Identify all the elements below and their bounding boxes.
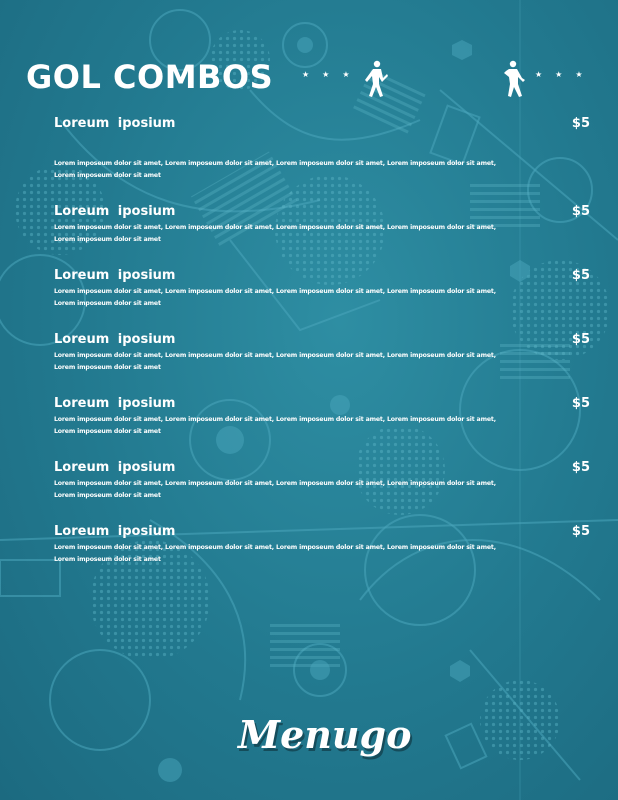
menu-item-name: Loreum iposium — [54, 524, 176, 539]
menu-item-price: $5 — [571, 524, 590, 539]
menu-item-description-line: Lorem imposeum dolor sit amet, Lorem imposeum dolor sit amet, Lorem imposeum dolor sit amet, Lorem imposeum dolor sit amet, — [54, 416, 496, 423]
menu-item-description — [54, 222, 524, 246]
menu-item-name: Loreum iposium — [54, 204, 176, 219]
header-stars-right: ★★★ — [535, 70, 596, 79]
menu-item-description-line: Lorem imposeum dolor sit amet, Lorem imposeum dolor sit amet, Lorem imposeum dolor sit amet, Lorem imposeum dolor sit amet, — [54, 224, 496, 231]
menu-item-description — [54, 286, 524, 310]
menu-item-description — [54, 158, 524, 182]
page-title: GOL COMBOS — [26, 58, 274, 96]
menu-item-description-line: Lorem imposeum dolor sit amet — [54, 364, 161, 371]
menu-item-price: $5 — [571, 460, 590, 475]
menu-item-name: Loreum iposium — [54, 460, 176, 475]
menu-item-price: $5 — [571, 204, 590, 219]
menu-item-name: Loreum iposium — [54, 396, 176, 411]
football-player-silhouette-icon — [364, 60, 388, 98]
menu-item-name: Loreum iposium — [54, 332, 176, 347]
menu-item-description-line: Lorem imposeum dolor sit amet — [54, 300, 161, 307]
menu-item-description — [54, 542, 524, 566]
menu-item-description-line: Lorem imposeum dolor sit amet — [54, 556, 161, 563]
menu-item-name: Loreum iposium — [54, 116, 176, 131]
menu-item-description — [54, 478, 524, 502]
football-player-silhouette-icon — [502, 60, 526, 98]
menu-item-description-line: Lorem imposeum dolor sit amet, Lorem imposeum dolor sit amet, Lorem imposeum dolor sit amet, Lorem imposeum dolor sit amet, — [54, 352, 496, 359]
menu-item-description-line: Lorem imposeum dolor sit amet — [54, 492, 161, 499]
menu-item-description-line: Lorem imposeum dolor sit amet, Lorem imposeum dolor sit amet, Lorem imposeum dolor sit amet, Lorem imposeum dolor sit amet, — [54, 288, 496, 295]
header-stars-left: ★★★ — [302, 70, 363, 79]
menu-item-description-line: Lorem imposeum dolor sit amet, Lorem imposeum dolor sit amet, Lorem imposeum dolor sit amet, Lorem imposeum dolor sit amet, — [54, 544, 496, 551]
menu-item-price: $5 — [571, 116, 590, 131]
menu-item-price: $5 — [571, 332, 590, 347]
menu-item-description — [54, 350, 524, 374]
menu-item-description-line: Lorem imposeum dolor sit amet, Lorem imposeum dolor sit amet, Lorem imposeum dolor sit amet, Lorem imposeum dolor sit amet, — [54, 160, 496, 167]
menu-item-description — [54, 414, 524, 438]
menu-item-price: $5 — [571, 396, 590, 411]
menu-item-description-line: Lorem imposeum dolor sit amet, Lorem imposeum dolor sit amet, Lorem imposeum dolor sit amet, Lorem imposeum dolor sit amet, — [54, 480, 496, 487]
menu-item-description-line: Lorem imposeum dolor sit amet — [54, 172, 161, 179]
menu-item-name: Loreum iposium — [54, 268, 176, 283]
menu-item-description-line: Lorem imposeum dolor sit amet — [54, 428, 161, 435]
menu-item-description-line: Lorem imposeum dolor sit amet — [54, 236, 161, 243]
menu-item-price: $5 — [571, 268, 590, 283]
brand-logo: Menugo — [238, 712, 412, 757]
